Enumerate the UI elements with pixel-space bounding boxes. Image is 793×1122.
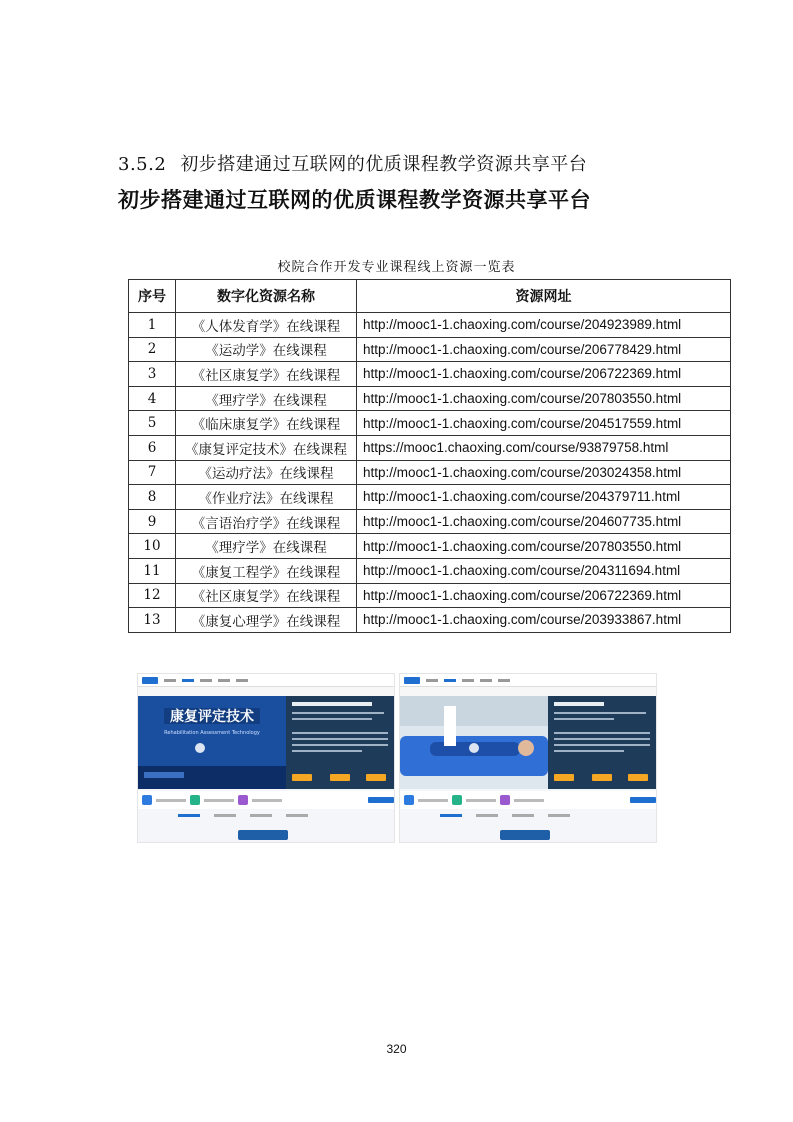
- row-number: 8: [129, 485, 176, 510]
- tab-overview[interactable]: [178, 814, 200, 817]
- course-hero: [138, 696, 394, 789]
- resource-url[interactable]: http://mooc1-1.chaoxing.com/course/204311694.html: [357, 558, 731, 583]
- page-number: 320: [386, 1042, 407, 1056]
- table-row: [129, 313, 731, 338]
- site-nav-bar: [138, 674, 394, 687]
- info-line: [554, 712, 646, 714]
- resource-name: 《社区康复学》在线课程: [176, 583, 357, 608]
- row-number: 9: [129, 509, 176, 534]
- course-tabs: [440, 810, 620, 820]
- resource-url[interactable]: http://mooc1-1.chaoxing.com/course/204607735.html: [357, 509, 731, 534]
- course-screenshot-left: [137, 673, 395, 843]
- section-title: 初步搭建通过互联网的优质课程教学资源共享平台: [180, 154, 588, 175]
- row-number: 13: [129, 608, 176, 633]
- info-line: [292, 712, 384, 714]
- resource-url[interactable]: http://mooc1-1.chaoxing.com/course/206722369.html: [357, 583, 731, 608]
- site-logo: [404, 677, 420, 684]
- resource-url[interactable]: http://mooc1-1.chaoxing.com/course/207803550.html: [357, 386, 731, 411]
- resource-name: 《运动学》在线课程: [176, 337, 357, 362]
- banner-subtitle: Rehabilitation Assessment Technology: [164, 730, 260, 736]
- enroll-button[interactable]: [330, 774, 350, 781]
- section-number: 3.5.2: [118, 154, 167, 175]
- stat-text: [466, 799, 496, 802]
- table-row: [129, 362, 731, 387]
- resource-table: [128, 279, 731, 633]
- course-stats-bar: [138, 791, 395, 809]
- stat-icon: [452, 795, 462, 805]
- info-line: [292, 738, 388, 740]
- header-url: 资源网址: [357, 280, 731, 313]
- enroll-button[interactable]: [592, 774, 612, 781]
- table-row: [129, 435, 731, 460]
- resource-url[interactable]: http://mooc1-1.chaoxing.com/course/204923989.html: [357, 313, 731, 338]
- resource-name: 《运动疗法》在线课程: [176, 460, 357, 485]
- tab-faq[interactable]: [548, 814, 570, 817]
- bold-section-title: 初步搭建通过互联网的优质课程教学资源共享平台: [118, 188, 591, 212]
- therapist-figure: [444, 706, 456, 746]
- school-logo-strip: [144, 772, 184, 778]
- course-video-photo: [400, 696, 548, 789]
- resource-url[interactable]: http://mooc1-1.chaoxing.com/course/206722369.html: [357, 362, 731, 387]
- nav-item: [164, 679, 176, 682]
- stat-text: [156, 799, 186, 802]
- resource-name: 《康复工程学》在线课程: [176, 558, 357, 583]
- resource-name: 《人体发育学》在线课程: [176, 313, 357, 338]
- play-icon[interactable]: [469, 743, 479, 753]
- nav-item: [480, 679, 492, 682]
- resource-name: 《社区康复学》在线课程: [176, 362, 357, 387]
- stat-text: [514, 799, 544, 802]
- course-stats-bar: [400, 791, 657, 809]
- table-row: [129, 411, 731, 436]
- info-line: [554, 738, 650, 740]
- nav-item: [200, 679, 212, 682]
- resource-url[interactable]: http://mooc1-1.chaoxing.com/course/204379711.html: [357, 485, 731, 510]
- stat-text: [418, 799, 448, 802]
- row-number: 4: [129, 386, 176, 411]
- banner-title: 康复评定技术: [170, 709, 254, 725]
- row-number: 1: [129, 313, 176, 338]
- stat-icon: [190, 795, 200, 805]
- course-screenshot-right: [399, 673, 657, 843]
- site-logo: [142, 677, 158, 684]
- resource-name: 《临床康复学》在线课程: [176, 411, 357, 436]
- table-row: [129, 583, 731, 608]
- play-icon[interactable]: [195, 743, 205, 753]
- nav-item: [444, 679, 456, 682]
- nav-item: [236, 679, 248, 682]
- info-line: [292, 744, 388, 746]
- resource-name: 《康复评定技术》在线课程: [176, 435, 357, 460]
- resource-url[interactable]: http://mooc1-1.chaoxing.com/course/207803550.html: [357, 534, 731, 559]
- nav-item: [498, 679, 510, 682]
- table-row: [129, 337, 731, 362]
- info-line: [554, 718, 614, 720]
- resource-url[interactable]: http://mooc1-1.chaoxing.com/course/203933867.html: [357, 608, 731, 633]
- table-row: [129, 534, 731, 559]
- section-heading: [118, 150, 587, 176]
- photo-wall: [400, 696, 548, 726]
- row-number: 2: [129, 337, 176, 362]
- tab-teachers[interactable]: [250, 814, 272, 817]
- header-name: 数字化资源名称: [176, 280, 357, 313]
- info-line: [292, 750, 362, 752]
- stat-icon: [404, 795, 414, 805]
- row-number: 3: [129, 362, 176, 387]
- course-hero: [400, 696, 656, 789]
- tab-chapters[interactable]: [214, 814, 236, 817]
- tab-faq[interactable]: [286, 814, 308, 817]
- stats-action-button[interactable]: [368, 797, 394, 803]
- tab-teachers[interactable]: [512, 814, 534, 817]
- row-number: 6: [129, 435, 176, 460]
- share-button[interactable]: [366, 774, 386, 781]
- row-number: 10: [129, 534, 176, 559]
- resource-name: 《理疗学》在线课程: [176, 386, 357, 411]
- resource-url[interactable]: http://mooc1-1.chaoxing.com/course/206778429.html: [357, 337, 731, 362]
- table-header-row: [129, 280, 731, 313]
- row-number: 12: [129, 583, 176, 608]
- stat-icon: [142, 795, 152, 805]
- stats-action-button[interactable]: [630, 797, 656, 803]
- resource-name: 《作业疗法》在线课程: [176, 485, 357, 510]
- stat-icon: [238, 795, 248, 805]
- nav-item: [182, 679, 194, 682]
- info-line: [554, 732, 650, 734]
- resource-url[interactable]: https://mooc1.chaoxing.com/course/93879758.html: [357, 435, 731, 460]
- course-info-title: [554, 702, 604, 706]
- tab-overview[interactable]: [440, 814, 462, 817]
- table-row: [129, 558, 731, 583]
- breadcrumb: [138, 687, 394, 695]
- row-number: 7: [129, 460, 176, 485]
- resource-name: 《理疗学》在线课程: [176, 534, 357, 559]
- course-info-panel: [548, 696, 656, 789]
- resource-name: 《言语治疗学》在线课程: [176, 509, 357, 534]
- site-nav-bar: [400, 674, 656, 687]
- stat-text: [204, 799, 234, 802]
- course-info-title: [292, 702, 372, 706]
- stat-icon: [500, 795, 510, 805]
- breadcrumb: [400, 687, 656, 695]
- row-number: 11: [129, 558, 176, 583]
- nav-item: [218, 679, 230, 682]
- course-video-banner: [138, 696, 286, 789]
- info-line: [554, 744, 650, 746]
- info-line: [292, 732, 388, 734]
- course-info-panel: [286, 696, 394, 789]
- resource-url[interactable]: http://mooc1-1.chaoxing.com/course/204517559.html: [357, 411, 731, 436]
- table-row: [129, 460, 731, 485]
- info-line: [554, 750, 624, 752]
- course-cta-button[interactable]: [238, 830, 288, 840]
- nav-item: [462, 679, 474, 682]
- table-row: [129, 386, 731, 411]
- course-cta-button[interactable]: [500, 830, 550, 840]
- resource-name: 《康复心理学》在线课程: [176, 608, 357, 633]
- header-no: 序号: [129, 280, 176, 313]
- join-course-button[interactable]: [554, 774, 574, 781]
- stat-text: [252, 799, 282, 802]
- table-row: [129, 485, 731, 510]
- share-button[interactable]: [628, 774, 648, 781]
- join-course-button[interactable]: [292, 774, 312, 781]
- table-caption: 校院合作开发专业课程线上资源一览表: [277, 260, 516, 275]
- info-line: [292, 718, 372, 720]
- course-tabs: [178, 810, 358, 820]
- tab-chapters[interactable]: [476, 814, 498, 817]
- table-row: [129, 608, 731, 633]
- table-row: [129, 509, 731, 534]
- resource-url[interactable]: http://mooc1-1.chaoxing.com/course/203024358.html: [357, 460, 731, 485]
- row-number: 5: [129, 411, 176, 436]
- nav-item: [426, 679, 438, 682]
- course-screenshots: [137, 673, 657, 841]
- patient-head: [518, 740, 534, 756]
